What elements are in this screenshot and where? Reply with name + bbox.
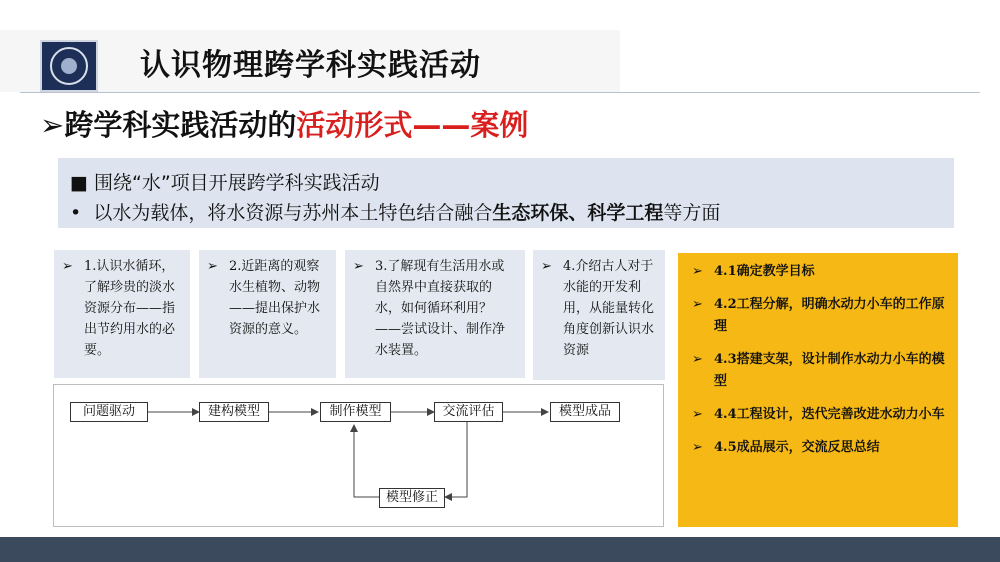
flow-box-final-model: 模型成品: [550, 402, 620, 422]
flow-box-evaluate: 交流评估: [434, 402, 503, 422]
activity-card-text: 1.认识水循环，了解珍贵的淡水资源分布——指出节约用水的必要。: [84, 259, 176, 358]
subtitle-highlight: 活动形式——案例: [296, 108, 529, 142]
flow-feedback-arrow: [354, 425, 379, 497]
flow-feedback-arrow: [445, 422, 467, 497]
arrow-bullet-icon: ➢: [541, 259, 552, 274]
footer-bar: [0, 537, 1000, 562]
section-subtitle: [40, 103, 528, 144]
arrow-bullet-icon: ➢: [692, 297, 703, 312]
arrow-bullet-icon: ➢: [692, 407, 703, 422]
activity-card-2: [199, 250, 336, 378]
arrow-bullet-icon: ➢: [692, 440, 703, 455]
page-title: 认识物理跨学科实践活动: [140, 48, 481, 83]
activity-card-1: [54, 250, 190, 378]
step-item-2: [688, 294, 948, 338]
subtitle-part1: 跨学科实践活动的: [64, 108, 297, 142]
flow-box-build-model: 建构模型: [199, 402, 269, 422]
arrow-bullet-icon: ➢: [62, 259, 73, 274]
activity-card-text: 3.了解现有生活用水或自然界中直接获取的水，如何循环利用？——尝试设计、制作净水装置。: [375, 259, 506, 358]
intro-box: [58, 158, 954, 228]
activity-card-text: 4.介绍古人对于水能的开发利用，从能量转化角度创新认识水资源: [563, 259, 655, 358]
intro-line-2-emphasis: 生态环保、科学工程: [492, 202, 664, 224]
flow-box-make-model: 制作模型: [320, 402, 391, 422]
arrow-bullet-icon: ➢: [692, 264, 703, 279]
flow-box-problem-driven: 问题驱动: [70, 402, 148, 422]
step-item-1: [688, 261, 948, 283]
arrow-bullet-icon: ➢: [353, 259, 364, 274]
step-text: 4.3搭建支架，设计制作水动力小车的模型: [714, 352, 945, 389]
school-logo: [40, 40, 98, 92]
intro-line-2: [70, 198, 720, 225]
arrow-bullet-icon: ➢: [40, 108, 65, 142]
logo-emblem: [61, 58, 77, 74]
intro-line-1-text: 围绕“水”项目开展跨学科实践活动: [94, 172, 380, 194]
square-bullet-icon: ■: [70, 172, 88, 194]
flow-diagram: [53, 384, 664, 527]
flow-box-revise-model: 模型修正: [379, 488, 445, 508]
arrow-bullet-icon: ➢: [207, 259, 218, 274]
step-text: 4.5成品展示，交流反思总结: [714, 440, 880, 455]
step-item-3: [688, 349, 948, 393]
step-item-4: [688, 404, 948, 426]
step-text: 4.1确定教学目标: [714, 264, 815, 279]
intro-line-2-text-a: 以水为载体，将水资源与苏州本土特色结合融合: [93, 202, 493, 224]
activity-card-3: [345, 250, 525, 378]
arrow-bullet-icon: ➢: [692, 352, 703, 367]
intro-line-1: [70, 168, 380, 195]
step-text: 4.4工程设计，迭代完善改进水动力小车: [714, 407, 945, 422]
dot-bullet-icon: •: [70, 202, 82, 224]
step-item-5: [688, 437, 948, 459]
header-divider: [20, 92, 980, 93]
intro-line-2-text-c: 等方面: [663, 202, 721, 224]
activity-card-text: 2.近距离的观察水生植物、动物——提出保护水资源的意义。: [229, 259, 321, 337]
activity-card-4: [533, 250, 665, 380]
step-text: 4.2工程分解，明确水动力小车的工作原理: [714, 297, 945, 334]
project-steps-panel: [678, 253, 958, 527]
